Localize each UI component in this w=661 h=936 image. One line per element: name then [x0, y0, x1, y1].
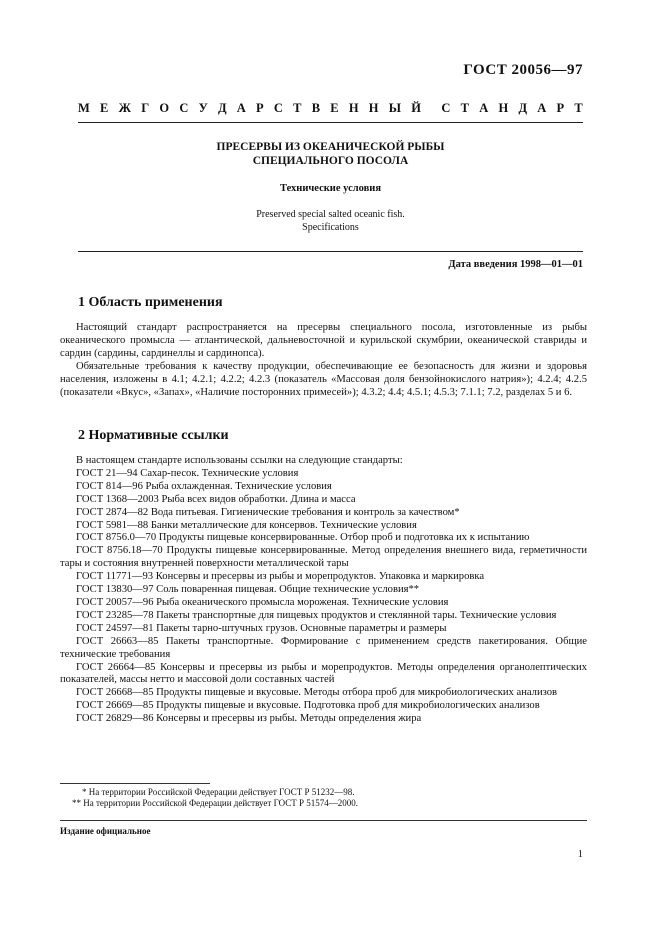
banner-letter: Д: [217, 101, 227, 115]
reference-list: [60, 468, 587, 726]
reference-item: ГОСТ 21—94 Сахар-песок. Технические условия: [76, 467, 299, 479]
banner-letter: Ж: [118, 101, 131, 115]
banner-letter: Т: [574, 101, 583, 115]
reference-item: ГОСТ 11771—93 Консервы и пресервы из рыбы и морепродуктов. Упаковка и маркировка: [76, 571, 485, 583]
reference-item: ГОСТ 26663—85 Пакеты транспортные. Формирование с применением средств пакетирования. Общие технические требования: [60, 635, 587, 660]
reference-item: ГОСТ 26668—85 Продукты пищевые и вкусовые. Методы отбора проб для микробиологических анализов: [76, 687, 558, 699]
edition-label: Издание официальное: [60, 826, 151, 836]
edition-divider: [60, 820, 587, 821]
banner-letter: Е: [330, 101, 339, 115]
banner-letter: Н: [348, 101, 359, 115]
banner-letter: Р: [256, 101, 264, 115]
banner-letter: М: [78, 101, 90, 115]
banner-letter: О: [159, 101, 170, 115]
reference-item: ГОСТ 26669—85 Продукты пищевые и вкусовые. Подготовка проб для микробиологических анализов: [76, 700, 540, 712]
page-number: 1: [577, 849, 583, 860]
banner-letter: В: [311, 101, 321, 115]
banner-letter: Р: [556, 101, 565, 115]
reference-item: ГОСТ 26664—85 Консервы и пресервы из рыбы и морепродуктов. Методы определения органолептических показателей, массы нетто и массовой доли составных частей: [60, 661, 587, 686]
references-intro: В настоящем стандарте использованы ссылки на следующие стандарты:: [76, 455, 403, 466]
english-title: [78, 208, 583, 234]
english-title-line-1: Preserved special salted oceanic fish.: [256, 209, 405, 220]
english-title-line-2: Specifications: [302, 222, 359, 233]
section-1-paragraph-2: Обязательные требования к качеству продукции, обеспечивающие ее безопасность для жизни и здоровья населения, изложены в 4.1; 4.2.1; 4.2.2; 4.2.3 (показатель «Массовая доля бензойнокислого натрия»); 4.2.4; 4.2.5 (показатели «Вкус», «Запах», «Наличие посторонних примесей»); 4.3.2; 4.4; 4.5.1; 4.5.3; 7.1.1; 7.2, разделах 5 и 6.: [60, 361, 587, 398]
footnote-2: ** На территории Российской Федерации действует ГОСТ Р 51574—2000.: [72, 798, 358, 808]
reference-item: ГОСТ 2874—82 Вода питьевая. Гигиенические требования и контроль за качеством*: [76, 506, 460, 518]
banner-letter: А: [236, 101, 246, 115]
banner-letter: Н: [498, 101, 509, 115]
banner-letter: Т: [293, 101, 302, 115]
reference-item: ГОСТ 5981—88 Банки металлические для консервов. Технические условия: [76, 519, 417, 531]
banner-letter: У: [198, 101, 208, 115]
reference-item: ГОСТ 814—96 Рыба охлажденная. Технические условия: [76, 480, 332, 492]
reference-item: ГОСТ 20057—96 Рыба океанического промысла мороженая. Технические условия: [76, 596, 449, 608]
banner-letter: Т: [460, 101, 470, 115]
banner-letter: С: [273, 101, 283, 115]
banner-letter: Г: [141, 101, 150, 115]
title-line-2: СПЕЦИАЛЬНОГО ПОСОЛА: [252, 155, 409, 167]
section-1-heading: 1 Область применения: [78, 295, 223, 310]
banner-letter: Ы: [388, 101, 402, 115]
section-2-heading: 2 Нормативные ссылки: [78, 428, 229, 443]
banner-letter: С: [441, 101, 451, 115]
reference-item: ГОСТ 1368—2003 Рыба всех видов обработки. Длина и масса: [76, 493, 356, 505]
normative-references: [60, 455, 587, 726]
interstate-standard-banner: [78, 101, 583, 116]
banner-letter: Й: [411, 101, 421, 115]
footnotes: [60, 787, 587, 809]
footnote-1: * На территории Российской Федерации действует ГОСТ Р 51232—98.: [82, 787, 355, 797]
section-1-paragraph-1: Настоящий стандарт распространяется на пресервы специального посола, изготовленные из рыбы океанического промысла — атлантической, дальневосточной и курильской скумбрии, океанической ставриды и сардин (сардины, сардинеллы и сардинопса).: [60, 322, 587, 359]
date-divider: [78, 251, 583, 252]
reference-item: ГОСТ 24597—81 Пакеты тарно-штучных грузов. Основные параметры и размеры: [76, 622, 447, 634]
banner-letter: Н: [368, 101, 379, 115]
reference-item: ГОСТ 13830—97 Соль поваренная пищевая. Общие технические условия**: [76, 584, 420, 596]
top-divider: [78, 122, 583, 123]
banner-letter: Д: [518, 101, 528, 115]
banner-letter: Е: [100, 101, 109, 115]
banner-letter: С: [179, 101, 189, 115]
banner-letter: А: [479, 101, 489, 115]
introduction-date: Дата введения 1998—01—01: [448, 259, 583, 270]
reference-item: ГОСТ 8756.18—70 Продукты пищевые консервированные. Метод определения внешнего вида, герметичности тары и состояния внутренней поверхности металлической тары: [60, 545, 587, 570]
banner-letter: А: [537, 101, 547, 115]
footnote-divider: [60, 783, 210, 784]
reference-item: ГОСТ 26829—86 Консервы и пресервы из рыбы. Методы определения жира: [76, 713, 422, 725]
document-title: [78, 140, 583, 168]
document-subtitle: Технические условия: [279, 183, 382, 194]
reference-item: ГОСТ 8756.0—70 Продукты пищевые консервированные. Отбор проб и подготовка их к испытанию: [76, 532, 530, 544]
gost-number: ГОСТ 20056—97: [463, 62, 583, 78]
title-line-1: ПРЕСЕРВЫ ИЗ ОКЕАНИЧЕСКОЙ РЫБЫ: [216, 141, 445, 153]
reference-item: ГОСТ 23285—78 Пакеты транспортные для пищевых продуктов и стеклянной тары. Технические условия: [76, 609, 557, 621]
